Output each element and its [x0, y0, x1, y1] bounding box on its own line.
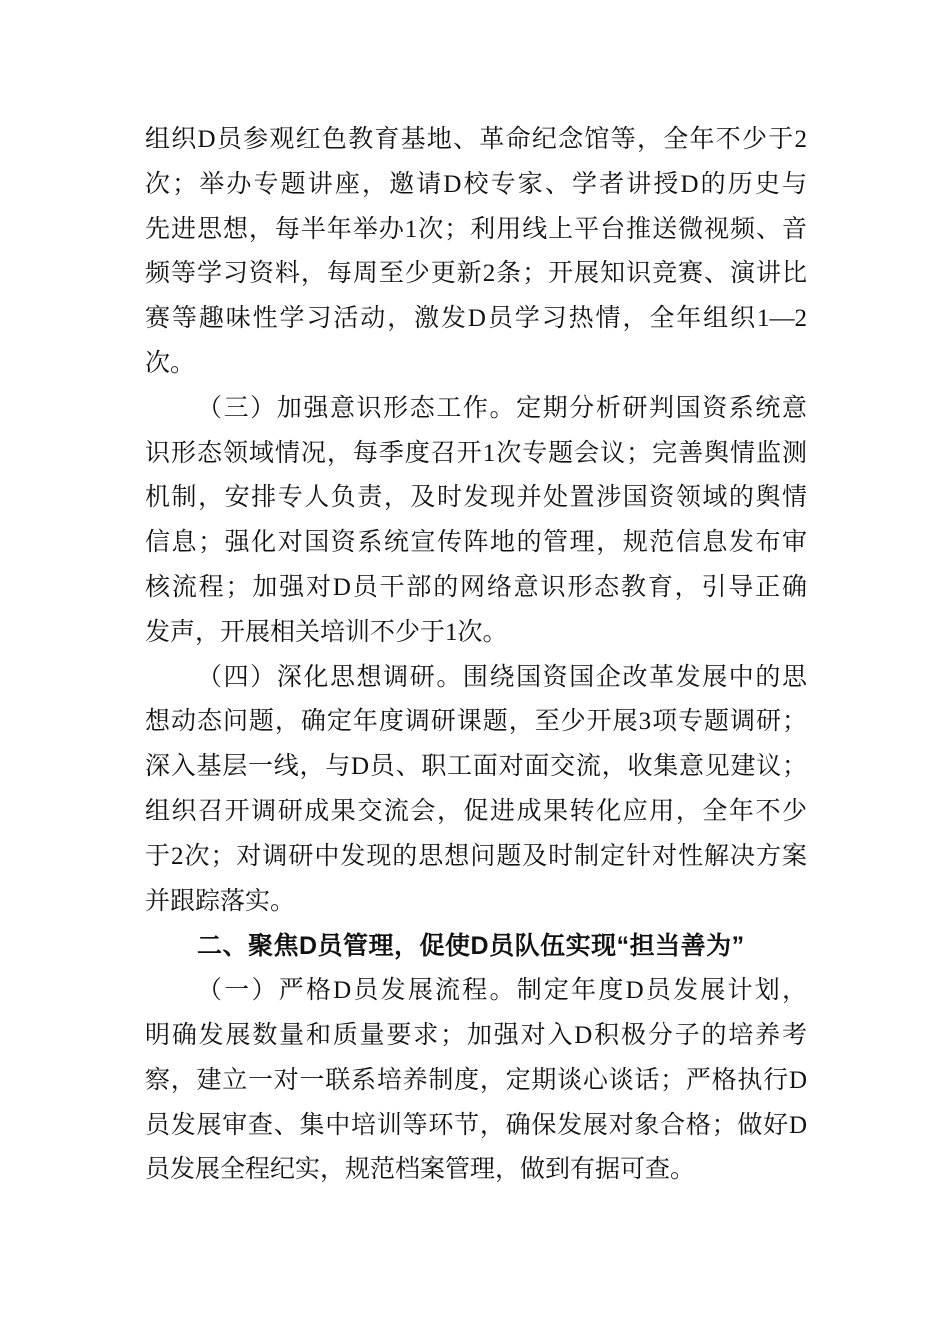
text-line: 频等学习资料，每周至少更新2条；开展知识竞赛、演讲比 — [145, 260, 807, 288]
text-line: 想动态问题，确定年度调研课题，至少开展3项专题调研； — [145, 708, 807, 736]
text-line: 先进思想，每半年举办1次；利用线上平台推送微视频、音 — [145, 215, 807, 243]
text-line: 明确发展数量和质量要求；加强对入D积极分子的培养考 — [145, 1021, 807, 1049]
text-line: 信息；强化对国资系统宣传阵地的管理，规范信息发布审 — [145, 529, 807, 557]
text-line: 员发展全程纪实，规范档案管理，做到有据可查。 — [145, 1156, 696, 1184]
text-line: （四）深化思想调研。围绕国资国企改革发展中的思 — [197, 663, 807, 691]
paragraph-ideological-research — [145, 656, 807, 925]
text-line: 次。 — [145, 349, 196, 377]
text-line: 员发展审查、集中培训等环节，确保发展对象合格；做好D — [145, 1111, 807, 1139]
text-line: （一）严格D员发展流程。制定年度D员发展计划， — [197, 977, 807, 1005]
text-line: 深入基层一线，与D员、职工面对面交流，收集意见建议； — [145, 753, 807, 781]
text-line: 机制，安排专人负责，及时发现并处置涉国资领域的舆情 — [145, 484, 807, 512]
text-line: 于2次；对调研中发现的思想问题及时制定针对性解决方案 — [145, 842, 807, 870]
text-line: 核流程；加强对D员干部的网络意识形态教育，引导正确 — [145, 573, 807, 601]
text-line: 组织召开调研成果交流会，促进成果转化应用，全年不少 — [145, 797, 807, 825]
text-line: 察，建立一对一联系培养制度，定期谈心谈话；严格执行D — [145, 1066, 807, 1094]
text-line: 发声，开展相关培训不少于1次。 — [145, 618, 508, 646]
text-line: 组织D员参观红色教育基地、革命纪念馆等，全年不少于2 — [145, 126, 807, 153]
paragraph-study-activities — [145, 118, 807, 387]
paragraph-member-development — [145, 969, 807, 1193]
paragraph-ideology-work — [145, 387, 807, 656]
text-line: 赛等趣味性学习活动，激发D员学习热情，全年组织1—2 — [145, 305, 807, 333]
document-page — [145, 118, 807, 1193]
text-line: （三）加强意识形态工作。定期分析研判国资系统意 — [197, 394, 807, 422]
text-line: 识形态领域情况，每季度召开1次专题会议；完善舆情监测 — [145, 439, 807, 467]
text-line: 并跟踪落实。 — [145, 887, 296, 915]
text-line: 次；举办专题讲座，邀请D校专家、学者讲授D的历史与 — [145, 170, 807, 198]
section-heading: 二、聚焦D员管理，促使D员队伍实现“担当善为” — [197, 932, 745, 961]
